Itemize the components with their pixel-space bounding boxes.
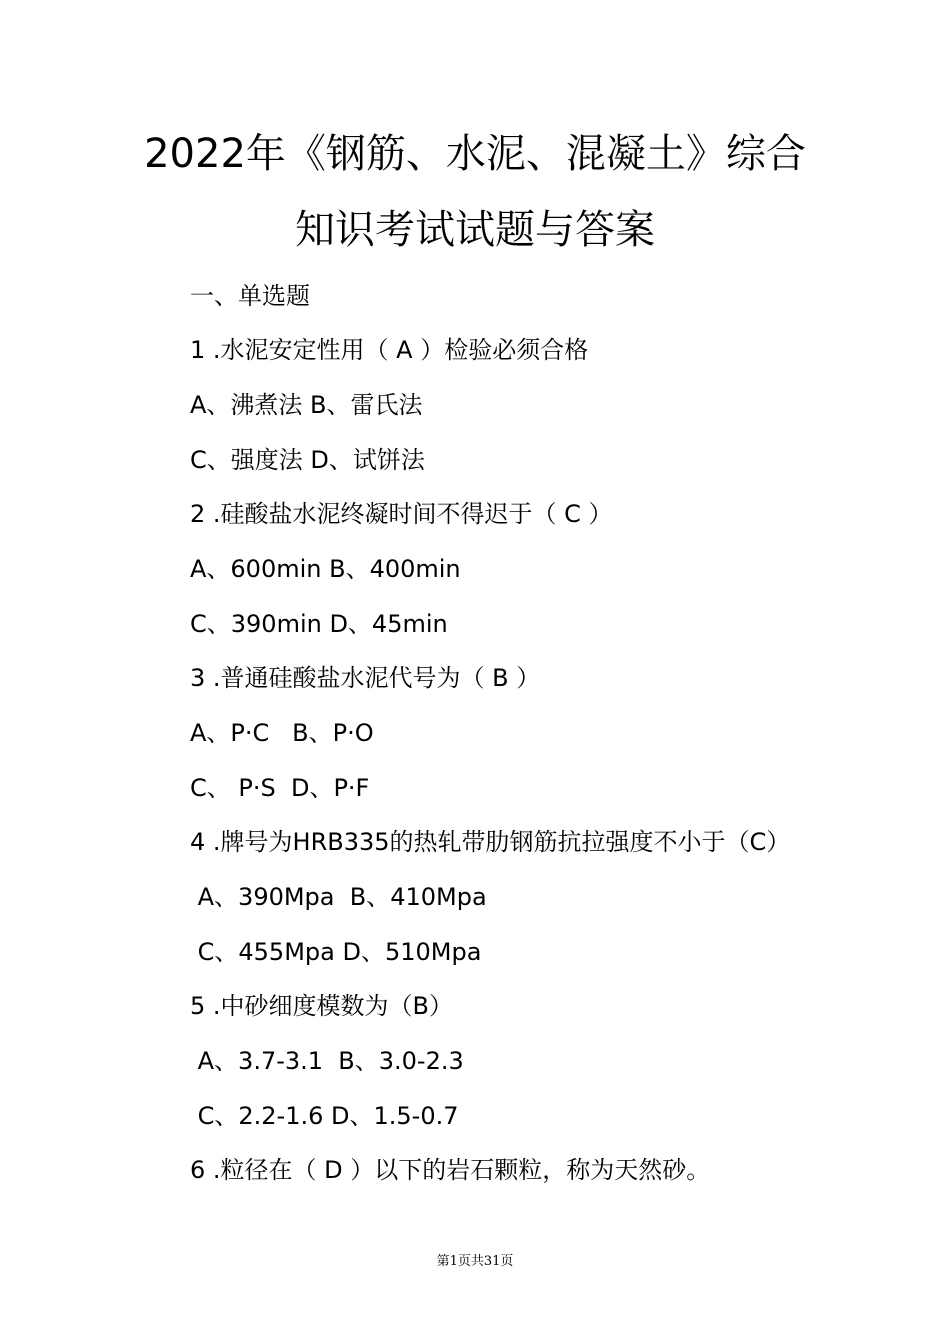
question-3-options-ab: A、P·C B、P·O <box>190 719 374 747</box>
question-4-options-cd: C、455Mpa D、510Mpa <box>190 938 482 966</box>
document-title-line-1: 2022年《钢筋、水泥、混凝土》综合 <box>144 131 806 177</box>
question-6: 6 .粒径在（ D ）以下的岩石颗粒，称为天然砂。 <box>190 1156 711 1184</box>
document-title-line-2: 知识考试试题与答案 <box>295 207 655 253</box>
question-4: 4 .牌号为HRB335的热轧带肋钢筋抗拉强度不小于（C） <box>190 828 791 856</box>
question-5: 5 .中砂细度模数为（B） <box>190 992 453 1020</box>
question-5-options-cd: C、2.2-1.6 D、1.5-0.7 <box>190 1102 459 1130</box>
question-3-options-cd: C、 P·S D、P·F <box>190 774 370 802</box>
question-1-options-cd: C、强度法 D、试饼法 <box>190 446 425 474</box>
question-5-options-ab: A、3.7-3.1 B、3.0-2.3 <box>190 1047 464 1075</box>
question-3: 3 .普通硅酸盐水泥代号为（ B ） <box>190 664 541 692</box>
question-1-options-ab: A、沸煮法 B、雷氏法 <box>190 391 423 419</box>
question-2-options-cd: C、390min D、45min <box>190 610 448 638</box>
question-2-options-ab: A、600min B、400min <box>190 555 461 583</box>
section-heading: 一、单选题 <box>190 282 310 310</box>
question-1: 1 .水泥安定性用（ A ）检验必须合格 <box>190 336 589 364</box>
page-footer: 第1页共31页 <box>436 1254 514 1269</box>
question-4-options-ab: A、390Mpa B、410Mpa <box>190 883 487 911</box>
question-2: 2 .硅酸盐水泥终凝时间不得迟于（ C ） <box>190 500 613 528</box>
